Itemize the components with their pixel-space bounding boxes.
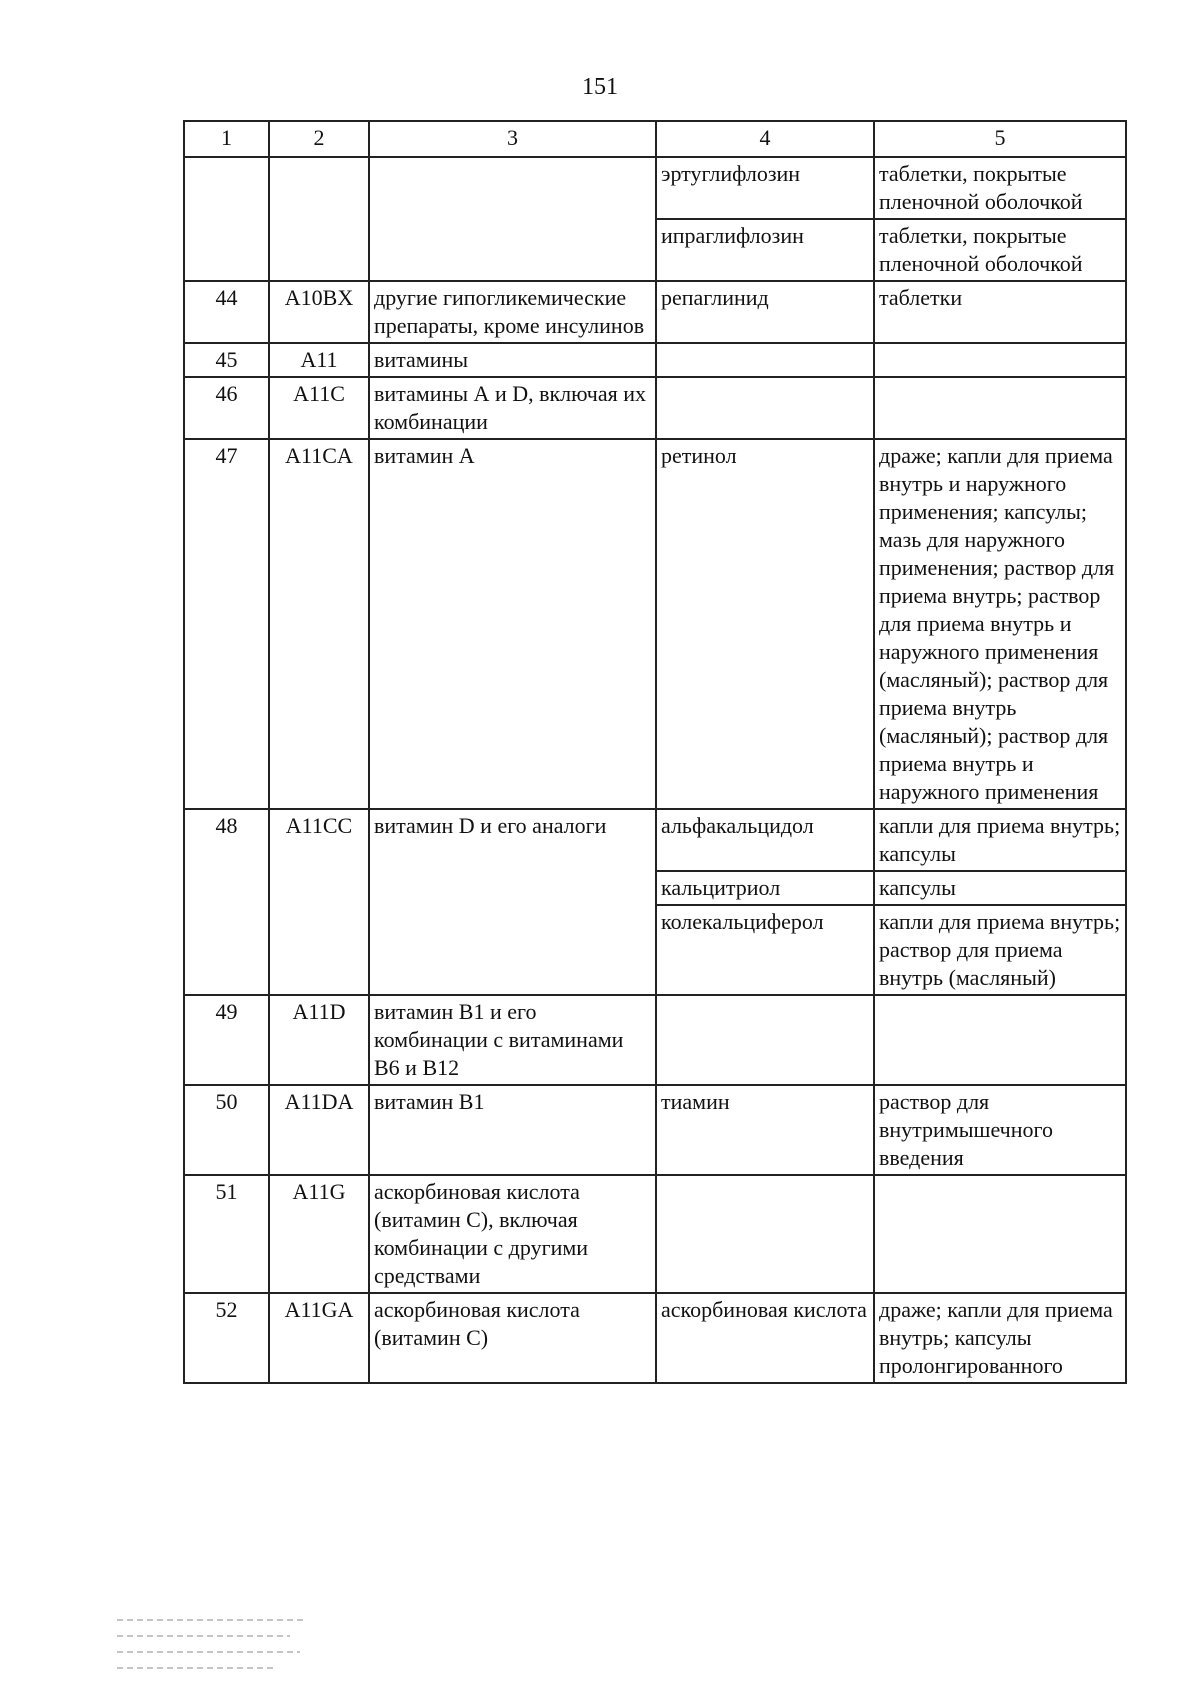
- row-number: 45: [184, 343, 269, 377]
- group-name: витамин D и его аналоги: [369, 809, 656, 995]
- dosage-form: таблетки, покрытые пленочной оболочкой: [874, 157, 1126, 219]
- table-row: [184, 439, 1126, 809]
- table-row: [184, 157, 1126, 219]
- table-row: [184, 281, 1126, 343]
- table-row: [184, 1085, 1126, 1175]
- atc-code: A11CA: [269, 439, 369, 809]
- substance-name: кальцитриол: [656, 871, 874, 905]
- substance-name: [656, 343, 874, 377]
- substance-name: [656, 1175, 874, 1293]
- dosage-form: таблетки: [874, 281, 1126, 343]
- group-name: аскорбиновая кислота (витамин С), включая комбинации с другими средствами: [369, 1175, 656, 1293]
- atc-code: A11G: [269, 1175, 369, 1293]
- substance-name: [656, 377, 874, 439]
- substance-name: репаглинид: [656, 281, 874, 343]
- atc-code: A10BX: [269, 281, 369, 343]
- dosage-form: капли для приема внутрь; капсулы: [874, 809, 1126, 871]
- row-number: [184, 157, 269, 281]
- substance-name: аскорбиновая кислота: [656, 1293, 874, 1383]
- group-name: витамин B1 и его комбинации с витаминами B6 и B12: [369, 995, 656, 1085]
- dosage-form: [874, 1175, 1126, 1293]
- dosage-form: [874, 995, 1126, 1085]
- dosage-form: драже; капли для приема внутрь; капсулы пролонгированного: [874, 1293, 1126, 1383]
- header-cell: 3: [369, 121, 656, 157]
- atc-code: A11D: [269, 995, 369, 1085]
- header-cell: 1: [184, 121, 269, 157]
- dosage-form: [874, 343, 1126, 377]
- header-cell: 5: [874, 121, 1126, 157]
- dosage-form: таблетки, покрытые пленочной оболочкой: [874, 219, 1126, 281]
- substance-name: [656, 995, 874, 1085]
- atc-code: A11CC: [269, 809, 369, 995]
- group-name: витамин А: [369, 439, 656, 809]
- row-number: 51: [184, 1175, 269, 1293]
- atc-code: [269, 157, 369, 281]
- row-number: 52: [184, 1293, 269, 1383]
- substance-name: ипраглифлозин: [656, 219, 874, 281]
- row-number: 49: [184, 995, 269, 1085]
- row-number: 44: [184, 281, 269, 343]
- substance-name: эртуглифлозин: [656, 157, 874, 219]
- dosage-form: раствор для внутримышечного введения: [874, 1085, 1126, 1175]
- row-number: 48: [184, 809, 269, 995]
- substance-name: тиамин: [656, 1085, 874, 1175]
- table-row: [184, 377, 1126, 439]
- page-number: 151: [582, 74, 618, 100]
- table-row: [184, 809, 1126, 871]
- substance-name: альфакальцидол: [656, 809, 874, 871]
- header-cell: 2: [269, 121, 369, 157]
- row-number: 50: [184, 1085, 269, 1175]
- atc-code: A11C: [269, 377, 369, 439]
- row-number: 46: [184, 377, 269, 439]
- table-row: [184, 343, 1126, 377]
- group-name: витамины: [369, 343, 656, 377]
- medicines-table: [183, 120, 1127, 1384]
- dosage-form: капсулы: [874, 871, 1126, 905]
- header-cell: 4: [656, 121, 874, 157]
- atc-code: A11: [269, 343, 369, 377]
- group-name: [369, 157, 656, 281]
- row-number: 47: [184, 439, 269, 809]
- group-name: витамин B1: [369, 1085, 656, 1175]
- table-row: [184, 995, 1126, 1085]
- atc-code: A11DA: [269, 1085, 369, 1175]
- table-row: [184, 1175, 1126, 1293]
- dosage-form: [874, 377, 1126, 439]
- faded-stamp-mark: [115, 1612, 325, 1682]
- table-row: [184, 1293, 1126, 1383]
- group-name: аскорбиновая кислота (витамин С): [369, 1293, 656, 1383]
- group-name: витамины А и D, включая их комбинации: [369, 377, 656, 439]
- substance-name: колекальциферол: [656, 905, 874, 995]
- atc-code: A11GA: [269, 1293, 369, 1383]
- dosage-form: капли для приема внутрь; раствор для приема внутрь (масляный): [874, 905, 1126, 995]
- substance-name: ретинол: [656, 439, 874, 809]
- header-row: [184, 121, 1126, 157]
- dosage-form: драже; капли для приема внутрь и наружного применения; капсулы; мазь для наружного применения; раствор для приема внутрь; раствор для приема внутрь и наружного применения (масляный); раствор для приема внутрь (масляный); раствор для приема внутрь и наружного применения: [874, 439, 1126, 809]
- group-name: другие гипогликемические препараты, кроме инсулинов: [369, 281, 656, 343]
